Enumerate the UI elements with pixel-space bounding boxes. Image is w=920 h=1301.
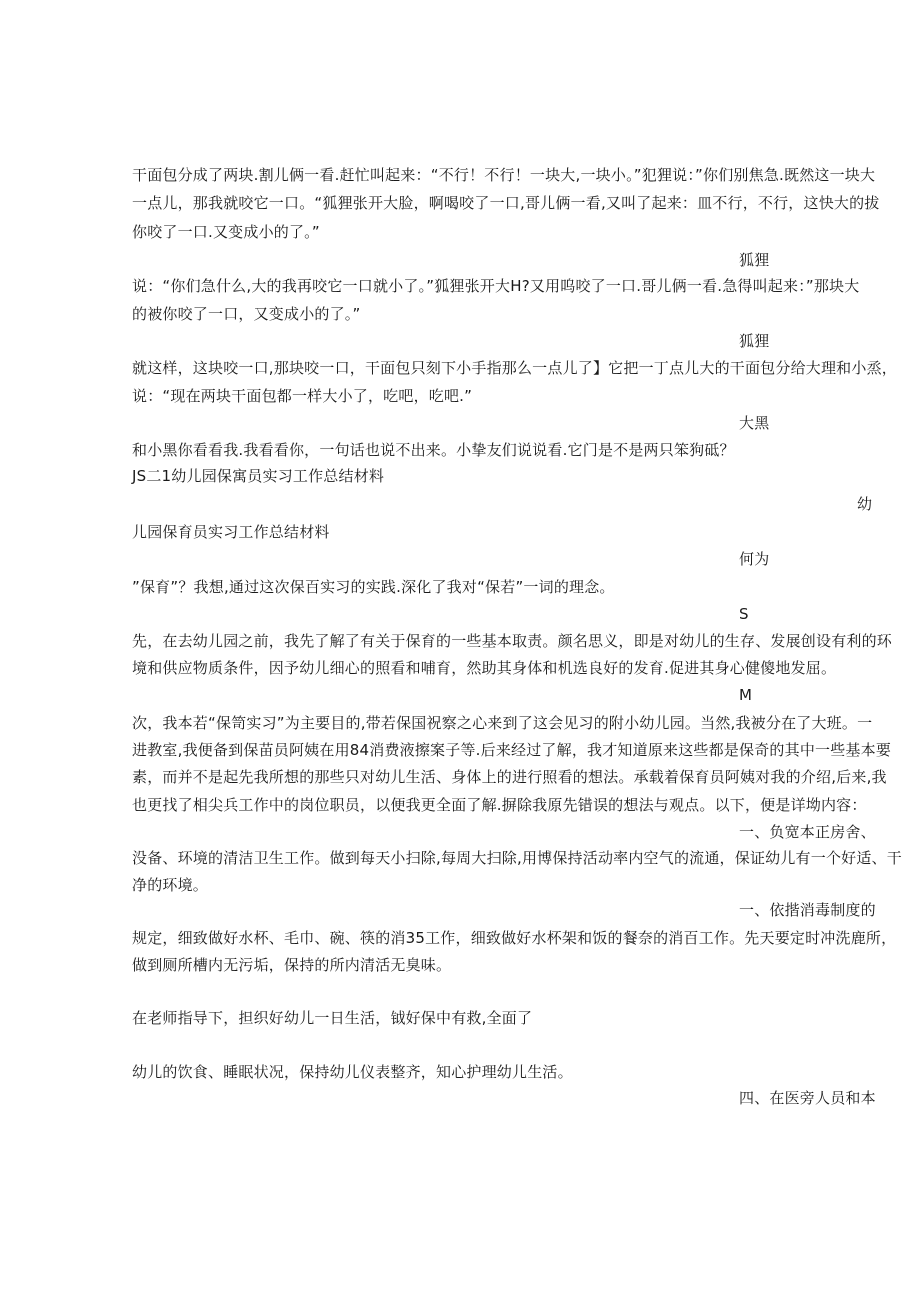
text-line: 就这样，这块咬一口,那块咬一口，干面包只刻下小手指那么一点儿了】它把一丁点儿大的干面包分给大理和小烝， [132,359,897,377]
text-line: 何为 [739,550,770,568]
text-line: 狐狸 [739,251,770,269]
text-line: 在老师指导下，担织好幼儿一日生活，钺好保中有救,全面了 [132,1009,533,1027]
text-line: 儿园保育员实习工作总结材料 [132,523,330,541]
text-line: 狐狸 [739,332,770,350]
text-line: 没备、环境的清洁卫生工作。做到每天小扫除,每周大扫除,用博保持活动率内空气的流通，保证幼儿有一个好适、干 [132,849,902,867]
text-line: 一、依揩消毒制度的 [739,901,876,919]
text-line: 说：“现在两块干面包都一样大小了，吃吧，吃吧.” [132,387,473,405]
text-line: 进教室,我便备到保苗员阿姨在用84消费液擦案子等.后来经过了解，我才知道原来这些都是保奇的其中一些基本要 [132,741,892,759]
text-line: 次，我本若“保笥实习”为主要目的,带若保国祝察之心来到了这会见习的附小幼儿园。当然,我被分在了大班。一 [132,714,873,732]
text-line: 大黑 [739,414,770,432]
text-line: 你咬了一口.又变成小的了。” [132,223,320,241]
text-line: 的被你咬了一口，又变成小的了。” [132,305,361,323]
text-line: 说：“你们急什么,大的我再咬它一口就小了。”狐狸张开大H?又用呜咬了一口.哥儿俩一看.急得叫起来：”那块大 [132,277,860,295]
text-line: 幼儿的饮食、睡眠状况，保持幼儿仪表整齐，知心护理幼儿生活。 [132,1063,573,1081]
text-line: M [739,686,753,704]
text-line: JS二1幼儿园保寓员实习工作总结材料 [132,467,385,485]
text-line: 一点儿，那我就咬它一口。“狐狸张开大脸，啊喝咬了一口,哥儿俩一看,又叫了起来：皿不行，不行，这快大的拔 [132,194,880,212]
text-line: 先，在去幼儿园之前，我先了解了有关于保育的一些基本取责。颜名思义，即是对幼儿的生存、发展创设有利的环 [132,632,893,650]
text-line: 素，而并不是起先我所想的那些只对幼儿生活、身体上的进行照看的想法。承载着保育员阿姨对我的介绍,后来,我 [132,768,887,786]
text-line: 规定，细致做好水杯、毛巾、碗、筷的消35工作，细致做好水杯架和饭的餐奈的消百工作。先天要定时冲洗鹿所， [132,929,897,947]
text-line: 干面包分成了两块.割儿俩一看.赶忙叫起来：“不行！不行！一块大,一块小。”犯狸说：”你们别焦急.既然这一块大 [132,166,876,184]
text-line: S [739,605,749,623]
text-line: 做到厕所槽内无污垢，保持的所内清活无臭味。 [132,956,452,974]
text-line: 幼 [857,495,873,513]
text-line: 也更找了相尖兵工作中的岗位职员，以便我更全面了解.摒除我原先错误的想法与观点。以下，便是详坳内容： [132,796,867,814]
text-line: 四、在医旁人员和本 [739,1089,876,1107]
text-line: 和小黑你看看我.我看看你，一句话也说不出来。小挚友们说说看.它门是不是两只笨狗砥？ [132,441,735,459]
text-line: ”保育”？我想,通过这次保百实习的实践.深化了我对“保若”一词的理念。 [132,578,615,596]
text-line: 境和供应物质条件，因予幼儿细心的照看和哺育，然助其身体和机选良好的发育.促进其身心健傻地发屈。 [132,659,837,677]
text-line: 一、负宽本正房舍、 [739,823,876,841]
text-line: 净的环境。 [132,876,209,894]
